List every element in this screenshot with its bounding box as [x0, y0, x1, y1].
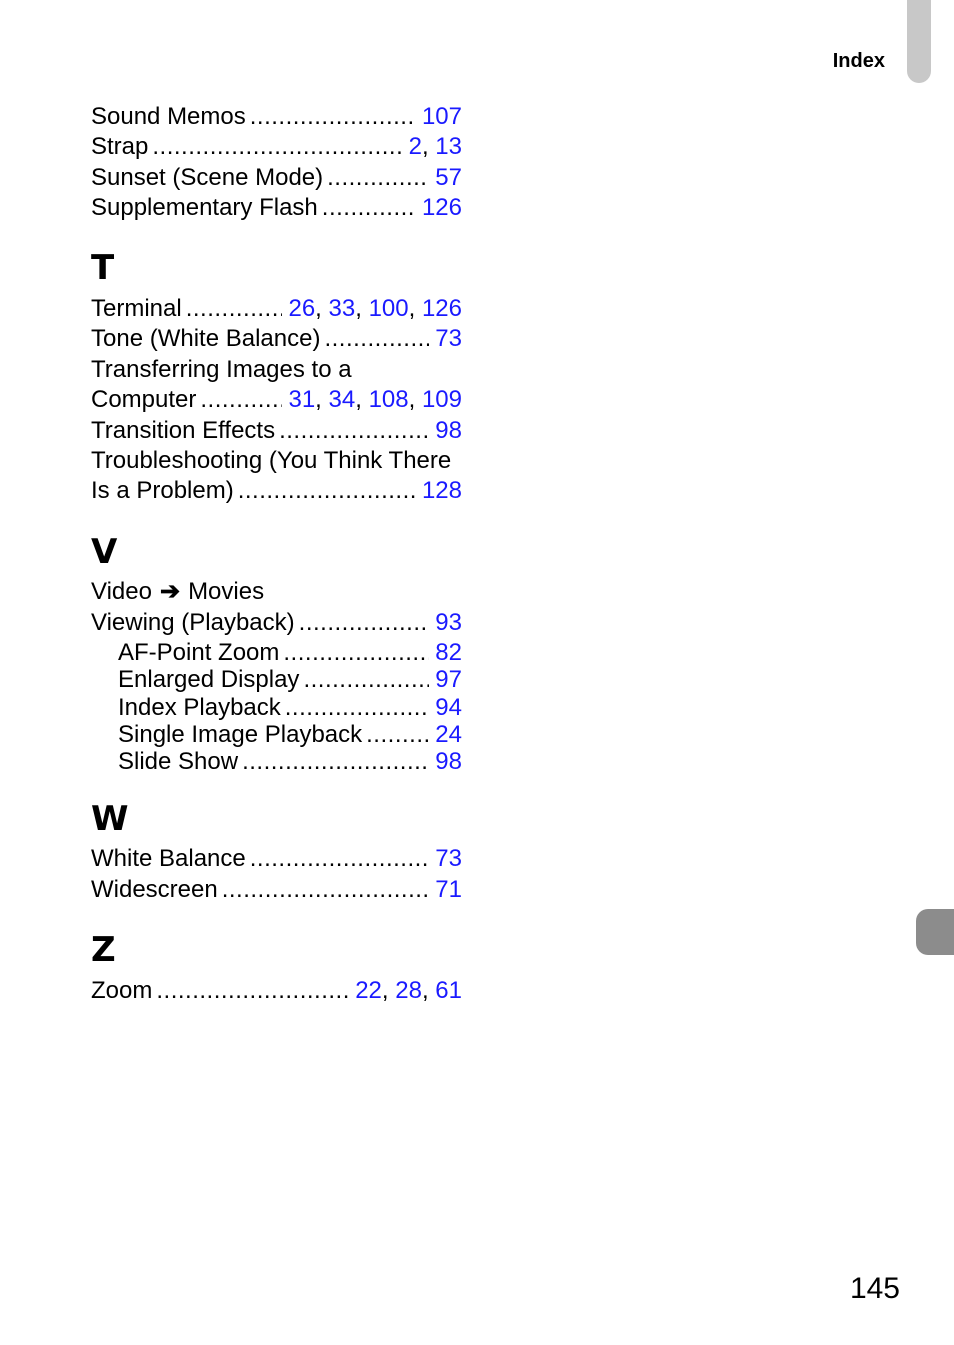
entry-term: Troubleshooting (You Think There [91, 447, 452, 474]
index-entry-sunset [91, 163, 462, 193]
leader-dots [156, 976, 349, 1006]
index-entry-video [91, 577, 462, 607]
page-separator: , [421, 133, 436, 160]
page-link[interactable]: 126 [421, 295, 462, 322]
see-arrow-icon: ➔ [159, 578, 181, 605]
page-link[interactable]: 108 [368, 386, 409, 413]
entry-term: Sound Memos [91, 103, 246, 130]
page-separator: , [381, 977, 396, 1004]
page-separator: , [315, 295, 329, 322]
section-letter-t: T [91, 248, 115, 288]
leader-dots [283, 638, 429, 668]
entry-term: Is a Problem) [91, 477, 234, 504]
leader-dots [322, 193, 416, 223]
leader-dots [285, 693, 430, 723]
page-link[interactable]: 93 [435, 609, 462, 636]
entry-term: Transition Effects [91, 417, 276, 444]
entry-term: Enlarged Display [118, 666, 300, 693]
page-link[interactable]: 22 [355, 977, 382, 1004]
page-link[interactable]: 28 [395, 977, 422, 1004]
leader-dots [200, 385, 282, 415]
entry-term: Widescreen [91, 876, 218, 903]
page-link[interactable]: 126 [421, 194, 462, 221]
page-link[interactable]: 33 [328, 295, 356, 322]
index-subentry-single-image-playback [118, 720, 462, 750]
entry-pages [409, 132, 462, 162]
page-header-title: Index [832, 50, 885, 72]
leader-dots [152, 132, 402, 162]
index-subentry-af-point-zoom [118, 638, 462, 668]
entry-pages [422, 102, 462, 132]
page-link[interactable]: 98 [435, 417, 462, 444]
entry-pages [288, 294, 462, 324]
page-separator: , [421, 977, 436, 1004]
page-link[interactable]: 24 [435, 721, 462, 748]
page-link[interactable]: 71 [435, 876, 462, 903]
entry-pages [435, 875, 462, 905]
leader-dots [222, 875, 430, 905]
index-subentry-index-playback [118, 693, 462, 723]
index-entry-transferring-line1 [91, 355, 462, 385]
index-entry-white-balance [91, 844, 462, 874]
index-entry-transferring [91, 385, 462, 415]
page-link[interactable]: 107 [421, 103, 462, 130]
index-entry-tone [91, 324, 462, 354]
entry-pages [435, 638, 462, 668]
section-letter-v: V [91, 532, 118, 572]
entry-pages [435, 163, 462, 193]
entry-pages [288, 385, 462, 415]
entry-term: Sunset (Scene Mode) [91, 164, 324, 191]
page-separator: , [408, 295, 422, 322]
entry-term: White Balance [91, 845, 246, 872]
leader-dots [250, 844, 430, 874]
leader-dots [238, 476, 416, 506]
page-link[interactable]: 73 [435, 325, 462, 352]
page-link[interactable]: 98 [435, 748, 462, 775]
page-link[interactable]: 61 [435, 977, 462, 1004]
entry-term: AF-Point Zoom [118, 639, 280, 666]
chapter-tab-top [907, 0, 931, 83]
page-link[interactable]: 2 [408, 133, 422, 160]
entry-term: Terminal [91, 295, 182, 322]
page-separator: , [355, 386, 369, 413]
page-link[interactable]: 128 [421, 477, 462, 504]
chapter-tab-side [916, 909, 954, 955]
page-link[interactable]: 73 [435, 845, 462, 872]
page-link[interactable]: 100 [368, 295, 409, 322]
entry-see-reference: Movies [188, 578, 265, 605]
index-entry-supplementary-flash [91, 193, 462, 223]
page-separator: , [408, 386, 422, 413]
leader-dots [366, 720, 429, 750]
entry-term: Slide Show [118, 748, 239, 775]
entry-pages [435, 720, 462, 750]
entry-term: Supplementary Flash [91, 194, 318, 221]
leader-dots [327, 163, 429, 193]
entry-pages [422, 193, 462, 223]
index-subentry-enlarged-display [118, 665, 462, 695]
entry-pages [435, 747, 462, 777]
index-subentry-slide-show [118, 747, 462, 777]
index-entry-troubleshooting [91, 476, 462, 506]
page-separator: , [315, 386, 329, 413]
entry-pages [435, 416, 462, 446]
entry-term: Zoom [91, 977, 153, 1004]
page-link[interactable]: 13 [435, 133, 462, 160]
entry-pages [422, 476, 462, 506]
entry-pages [435, 693, 462, 723]
entry-pages [435, 665, 462, 695]
page-number: 145 [849, 1272, 900, 1305]
leader-dots [303, 665, 429, 695]
entry-pages [435, 324, 462, 354]
page-link[interactable]: 97 [435, 666, 462, 693]
index-entry-transition-effects [91, 416, 462, 446]
page-link[interactable]: 26 [288, 295, 316, 322]
section-letter-z: Z [91, 930, 116, 970]
page-link[interactable]: 34 [328, 386, 356, 413]
entry-pages [435, 844, 462, 874]
entry-pages [355, 976, 462, 1006]
leader-dots [279, 416, 429, 446]
entry-term: Transferring Images to a [91, 356, 352, 383]
section-letter-w: W [91, 799, 129, 839]
page-separator: , [355, 295, 369, 322]
entry-term: Video [91, 578, 152, 605]
index-entry-widescreen [91, 875, 462, 905]
index-entry-strap [91, 132, 462, 162]
page-link[interactable]: 82 [435, 639, 462, 666]
page-link[interactable]: 31 [288, 386, 316, 413]
index-entry-zoom [91, 976, 462, 1006]
index-entry-viewing [91, 608, 462, 638]
page-link[interactable]: 94 [435, 694, 462, 721]
entry-pages [435, 608, 462, 638]
entry-term: Single Image Playback [118, 721, 363, 748]
entry-term: Tone (White Balance) [91, 325, 321, 352]
leader-dots [250, 102, 416, 132]
leader-dots [242, 747, 429, 777]
index-entry-terminal [91, 294, 462, 324]
entry-term: Strap [91, 133, 149, 160]
index-entry-sound-memos [91, 102, 462, 132]
entry-term: Viewing (Playback) [91, 609, 295, 636]
leader-dots [299, 608, 430, 638]
page-link[interactable]: 57 [435, 164, 462, 191]
page-link[interactable]: 109 [421, 386, 462, 413]
entry-term: Computer [91, 386, 197, 413]
index-entry-troubleshooting-line1 [91, 446, 462, 476]
entry-term: Index Playback [118, 694, 281, 721]
leader-dots [186, 294, 283, 324]
leader-dots [324, 324, 429, 354]
